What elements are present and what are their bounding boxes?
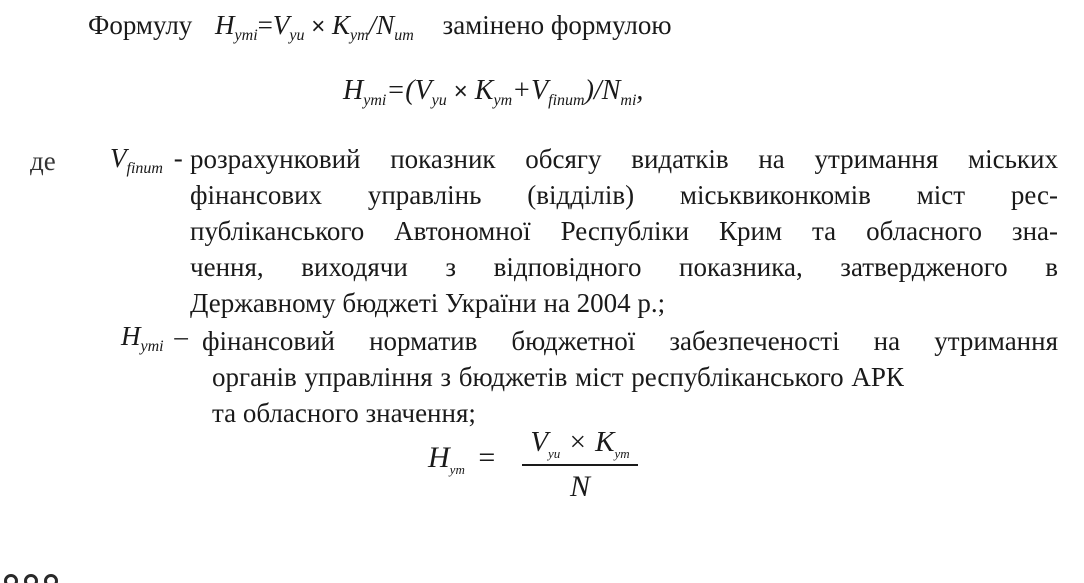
def1-line-5: Державному бюджеті України на 2004 р.; — [190, 288, 666, 318]
formula-new: $H_{утi}=(V_{уи} \times K_{ут}+V_{finum})/N_{тi}$, — [343, 75, 644, 109]
def1-line-2: фінансових управлінь (відділів) міськвиконкомів міст рес- — [190, 180, 1058, 210]
intro-replaced: замінено формулою — [442, 10, 672, 40]
formula-frac-lhs: $H_{ут}$ = — [428, 441, 496, 477]
def1-line-3: публіканського Автономної Республіки Крим та обласного зна- — [190, 216, 1058, 246]
def2-line-2: органів управління з бюджетів міст республіканського АРК — [212, 362, 904, 392]
formula-old: $H_{утi}=V_{уи} \times K_{ут}/N_{ит}$ — [215, 10, 414, 44]
def2-line-1: фінансовий норматив бюджетної забезпеченості на утримання — [202, 326, 1058, 356]
def1-line-4: чення, виходячи з відповідного показника, затвердженого в — [190, 252, 1058, 282]
def2-line-3: та обласного значення; — [212, 398, 476, 428]
intro-line — [88, 10, 672, 44]
def2-symbol: $H_{утi}$ – — [121, 321, 188, 355]
fraction-denominator: N — [569, 470, 590, 503]
cropped-page-number-fragment — [4, 574, 74, 583]
intro-lead: Формулу — [88, 10, 193, 40]
def1-line-1: розрахунковий показник обсягу видатків на утримання міських — [190, 144, 1058, 174]
fraction-numerator: $V_{уи} \times K_{ут}$ — [530, 426, 630, 461]
where-label: де — [30, 146, 56, 176]
fraction-bar — [522, 464, 638, 466]
def1-symbol: $V_{finum}$ - — [110, 143, 183, 177]
